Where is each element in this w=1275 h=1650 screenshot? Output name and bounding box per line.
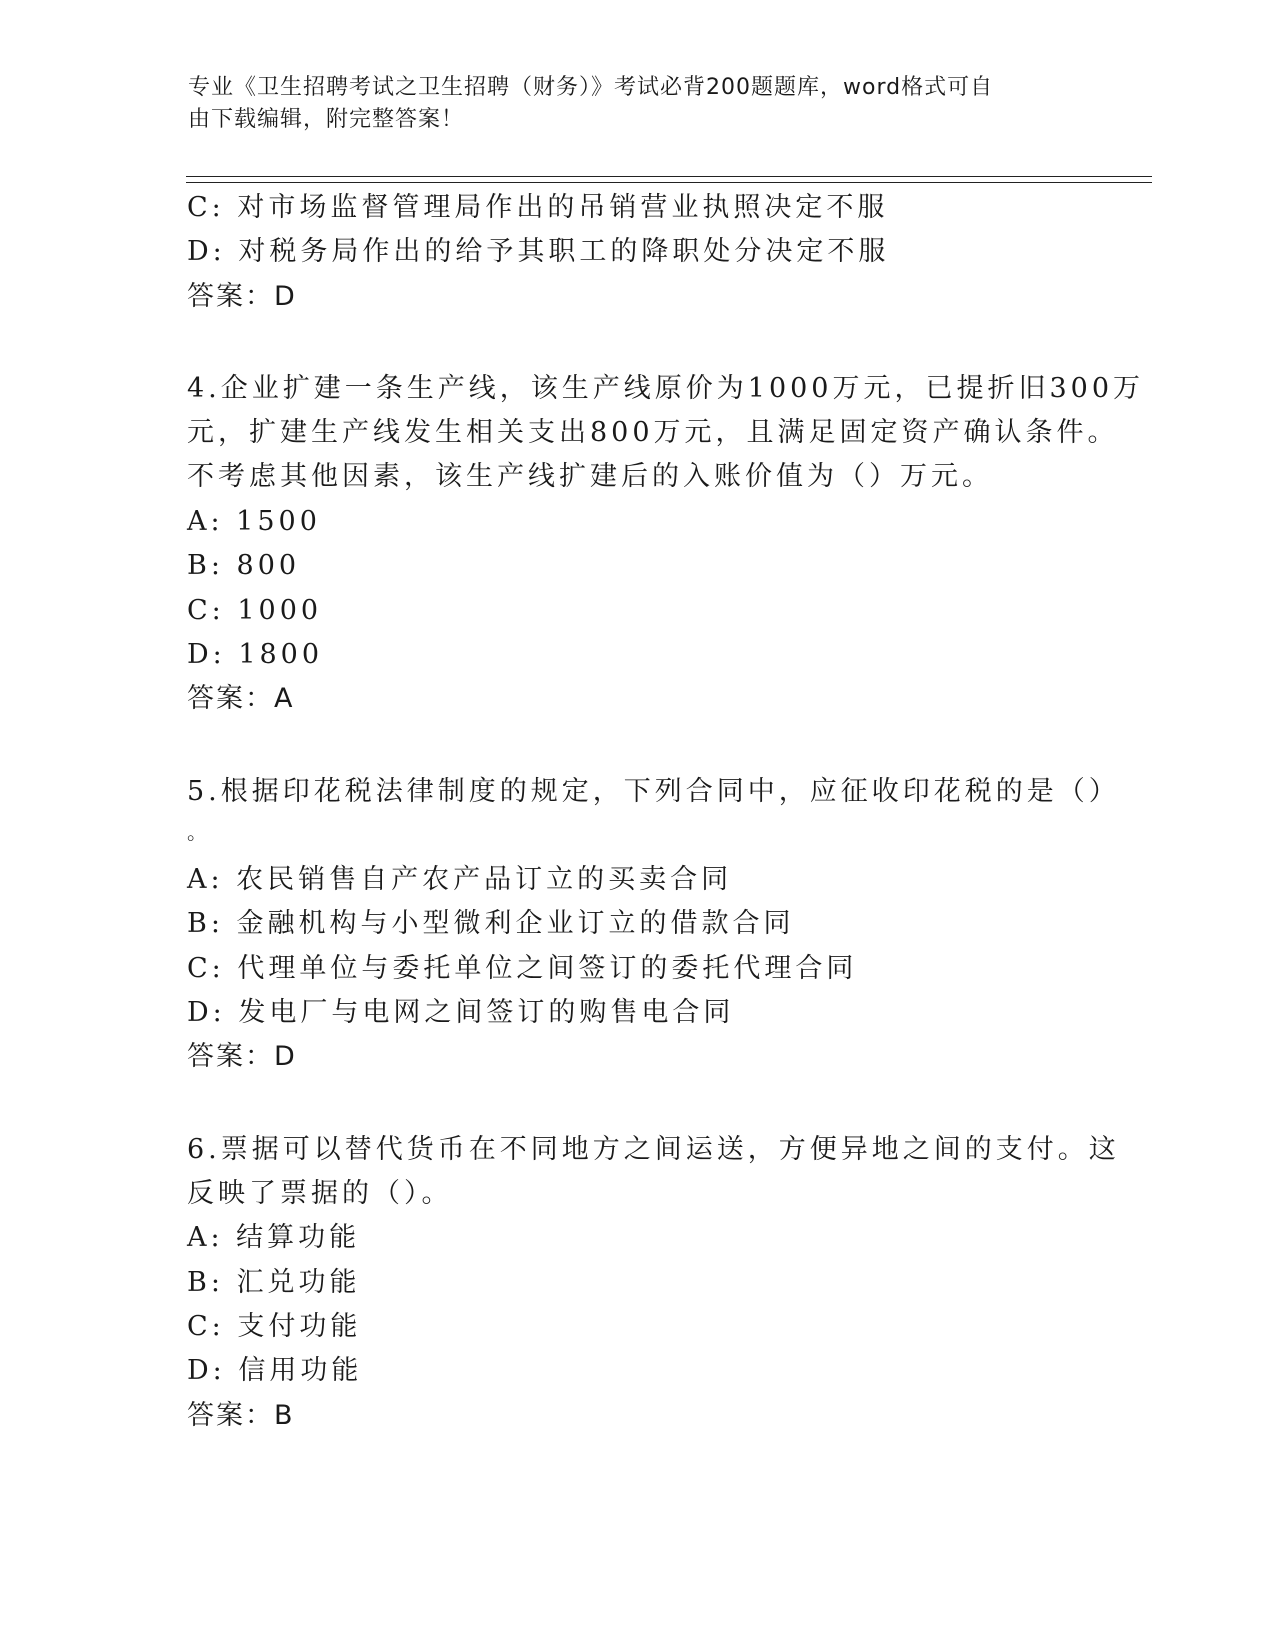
header-line-1: 专业《卫生招聘考试之卫生招聘（财务）》考试必背200题题库，word格式可自	[188, 75, 994, 100]
q6-stem-line-2: 反映了票据的（）。	[187, 1178, 453, 1209]
q4-option-d: D: 1800	[187, 639, 324, 670]
q5-stem-line-2: 。	[187, 820, 211, 844]
q4-answer: 答案：A	[187, 683, 295, 714]
q6-option-b: B: 汇兑功能	[187, 1267, 361, 1298]
q6-stem-line-1: 6.票据可以替代货币在不同地方之间运送，方便异地之间的支付。这	[187, 1134, 1120, 1165]
q6-answer: 答案：B	[187, 1400, 295, 1431]
q3-option-c: C: 对市场监督管理局作出的吊销营业执照决定不服	[187, 192, 889, 223]
document-header	[188, 72, 1068, 136]
q5-option-c: C: 代理单位与委托单位之间签订的委托代理合同	[187, 953, 858, 984]
q4-option-b: B: 800	[187, 550, 301, 581]
q4-stem-line-3: 不考虑其他因素，该生产线扩建后的入账价值为（）万元。	[187, 461, 993, 492]
q4-option-a: A: 1500	[187, 506, 321, 537]
q6-option-a: A: 结算功能	[187, 1222, 361, 1253]
header-divider-top	[186, 176, 1152, 177]
q5-stem-line-1: 5.根据印花税法律制度的规定，下列合同中，应征收印花税的是（）	[187, 776, 1120, 807]
q4-option-c: C: 1000	[187, 595, 323, 626]
header-line-2: 由下载编辑，附完整答案！	[188, 107, 465, 132]
q5-option-a: A: 农民销售自产农产品订立的买卖合同	[187, 864, 733, 895]
q3-option-d: D: 对税务局作出的给予其职工的降职处分决定不服	[187, 236, 890, 267]
q6-option-d: D: 信用功能	[187, 1355, 363, 1386]
header-divider-bottom	[186, 182, 1152, 183]
q5-answer: 答案：D	[187, 1041, 297, 1072]
q6-option-c: C: 支付功能	[187, 1311, 362, 1342]
q4-stem-line-2: 元，扩建生产线发生相关支出800万元，且满足固定资产确认条件。	[187, 417, 1119, 448]
q5-option-d: D: 发电厂与电网之间签订的购售电合同	[187, 997, 735, 1028]
q5-option-b: B: 金融机构与小型微利企业订立的借款合同	[187, 908, 795, 939]
q3-answer: 答案：D	[187, 281, 297, 312]
q4-stem-line-1: 4.企业扩建一条生产线，该生产线原价为1000万元，已提折旧300万	[187, 373, 1145, 404]
